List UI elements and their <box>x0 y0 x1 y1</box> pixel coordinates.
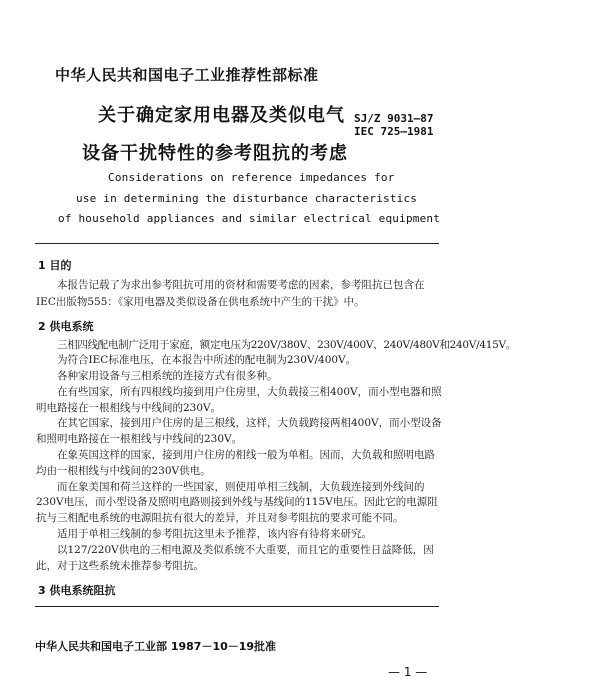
doc-title-line-2: 设备干扰特性的参考阻抗的考虑 <box>82 143 348 164</box>
english-title-line-2: use in determining the disturbance characteristics <box>76 192 418 205</box>
paragraph-line: 而在象美国和荷兰这样的一些国家，则使用单相三线制，大负载连接到外线间的 <box>57 481 425 493</box>
paragraph-line: 和照明电路接在一根相线与中线间的230V。 <box>36 433 243 445</box>
paragraph-line: 三相四线配电制广泛用于家庭，额定电压为220V/380V、230V/400V、240V/480V和240V/415V。 <box>57 339 516 351</box>
paragraph-line: 在其它国家，接到用户住房的是三根线，这样，大负载跨接两相400V，而小型设备 <box>57 417 442 429</box>
paragraph-line: 此，对于这些系统未推荐参考阻抗。 <box>36 560 204 572</box>
top-rule <box>35 243 439 244</box>
section-3-heading: 3 供电系统阻抗 <box>38 584 116 597</box>
paragraph-line: 各种家用设备与三相系统的连接方式有很多种。 <box>57 370 278 382</box>
paragraph-line: 以127/220V供电的三相电源及类似系统不大重要，而且它的重要性日益降低，因 <box>57 544 434 556</box>
english-title-line-1: Considerations on reference impedances for <box>108 171 395 184</box>
standard-number: SJ/Z 9031—87 <box>354 112 434 125</box>
section-2-heading: 2 供电系统 <box>38 320 94 333</box>
page-number: — 1 — <box>388 665 428 679</box>
iec-number: IEC 725—1981 <box>354 125 434 138</box>
english-title-line-3: of household appliances and similar electrical equipment <box>58 212 441 225</box>
org-title: 中华人民共和国电子工业推荐性部标准 <box>55 66 319 84</box>
section-1-heading: 1 目的 <box>38 259 72 272</box>
paragraph-line: 本报告记载了为求出参考阻抗可用的资材和需要考虑的因素，参考阻抗已包含在 <box>57 279 425 291</box>
paragraph-line: 明电路接在一根相线与中线间的230V。 <box>36 402 222 414</box>
paragraph-line: 抗与三相配电系统的电源阻抗有很大的差异，并且对参考阻抗的要求可能不同。 <box>36 512 404 524</box>
paragraph-line: 均由一根相线与中线间的230V供电。 <box>36 465 211 477</box>
paragraph-line: 230V电压，而小型设备及照明电路则接到外线与基线间的115V电压。因此它的电源阻 <box>36 496 438 508</box>
bottom-rule <box>35 606 439 607</box>
paragraph-line: 在象英国这样的国家，接到用户住房的相线一般为单相。因而，大负载和照明电路 <box>57 449 435 461</box>
doc-title-line-1: 关于确定家用电器及类似电气 <box>98 105 345 126</box>
paragraph-line: 在有些国家，所有四根线均接到用户住房里，大负载接三相400V，而小型电器和照 <box>57 386 442 398</box>
paragraph-line: 适用于单相三线制的参考阻抗这里未予推荐，该内容有待将来研究。 <box>57 528 372 540</box>
approval-footer: 中华人民共和国电子工业部 1987－10－19批准 <box>35 640 277 653</box>
paragraph-line: IEC出版物555：《家用电器及类似设备在供电系统中产生的干扰》中。 <box>36 296 365 308</box>
paragraph-line: 为符合IEC标准电压，在本报告中所述的配电制为230V/400V。 <box>57 354 357 366</box>
